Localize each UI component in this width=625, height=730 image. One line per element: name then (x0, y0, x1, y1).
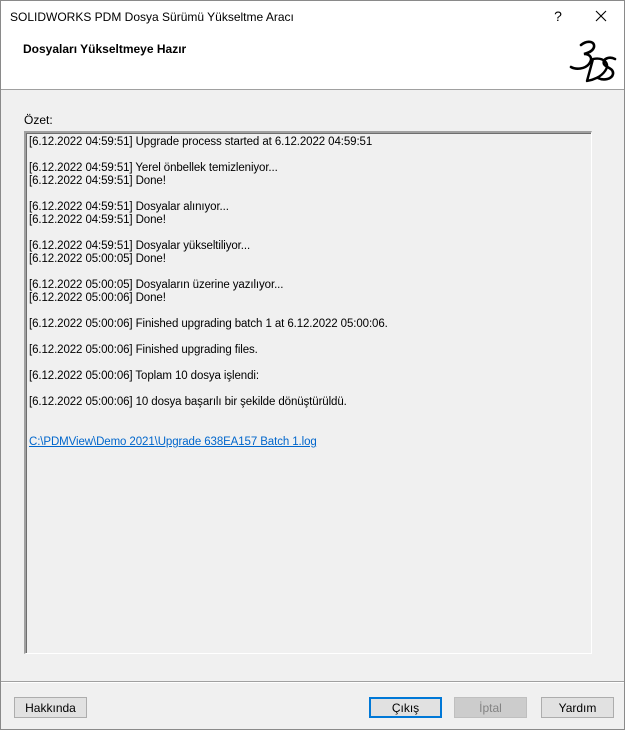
cancel-button[interactable]: İptal (454, 697, 527, 718)
footer-divider (1, 681, 624, 683)
log-line: [6.12.2022 05:00:06] Finished upgrading files. (29, 344, 258, 356)
log-line: [6.12.2022 04:59:51] Upgrade process started at 6.12.2022 04:59:51 (29, 136, 373, 148)
ds-logo-icon (567, 37, 619, 83)
summary-log[interactable] (24, 131, 592, 654)
log-line: [6.12.2022 04:59:51] Dosyalar yükseltiliyor... (29, 240, 251, 252)
page-title: Dosyaları Yükseltmeye Hazır (23, 42, 187, 56)
help-title-button[interactable]: ? (554, 8, 562, 24)
log-line: [6.12.2022 04:59:51] Done! (29, 214, 166, 226)
close-icon (595, 10, 607, 22)
log-line: [6.12.2022 05:00:05] Dosyaların üzerine yazılıyor... (29, 279, 284, 291)
about-button[interactable]: Hakkında (14, 697, 87, 718)
log-line: [6.12.2022 05:00:05] Done! (29, 253, 166, 265)
window-title: SOLIDWORKS PDM Dosya Sürümü Yükseltme Aracı (10, 10, 294, 24)
log-line: [6.12.2022 04:59:51] Done! (29, 175, 166, 187)
help-button[interactable]: Yardım (541, 697, 614, 718)
log-file-link[interactable]: C:\PDMView\Demo 2021\Upgrade 638EA157 Batch 1.log (29, 436, 317, 448)
log-line: [6.12.2022 05:00:06] 10 dosya başarılı bir şekilde dönüştürüldü. (29, 396, 347, 408)
log-line: [6.12.2022 05:00:06] Toplam 10 dosya işlendi: (29, 370, 259, 382)
title-bar[interactable] (1, 1, 624, 31)
log-line: [6.12.2022 05:00:06] Finished upgrading batch 1 at 6.12.2022 05:00:06. (29, 318, 388, 330)
close-button[interactable] (586, 4, 616, 28)
exit-button[interactable]: Çıkış (369, 697, 442, 718)
log-line: [6.12.2022 04:59:51] Dosyalar alınıyor... (29, 201, 229, 213)
summary-label: Özet: (24, 113, 53, 127)
log-line: [6.12.2022 04:59:51] Yerel önbellek temizleniyor... (29, 162, 278, 174)
log-line: [6.12.2022 05:00:06] Done! (29, 292, 166, 304)
header-panel (1, 31, 624, 90)
